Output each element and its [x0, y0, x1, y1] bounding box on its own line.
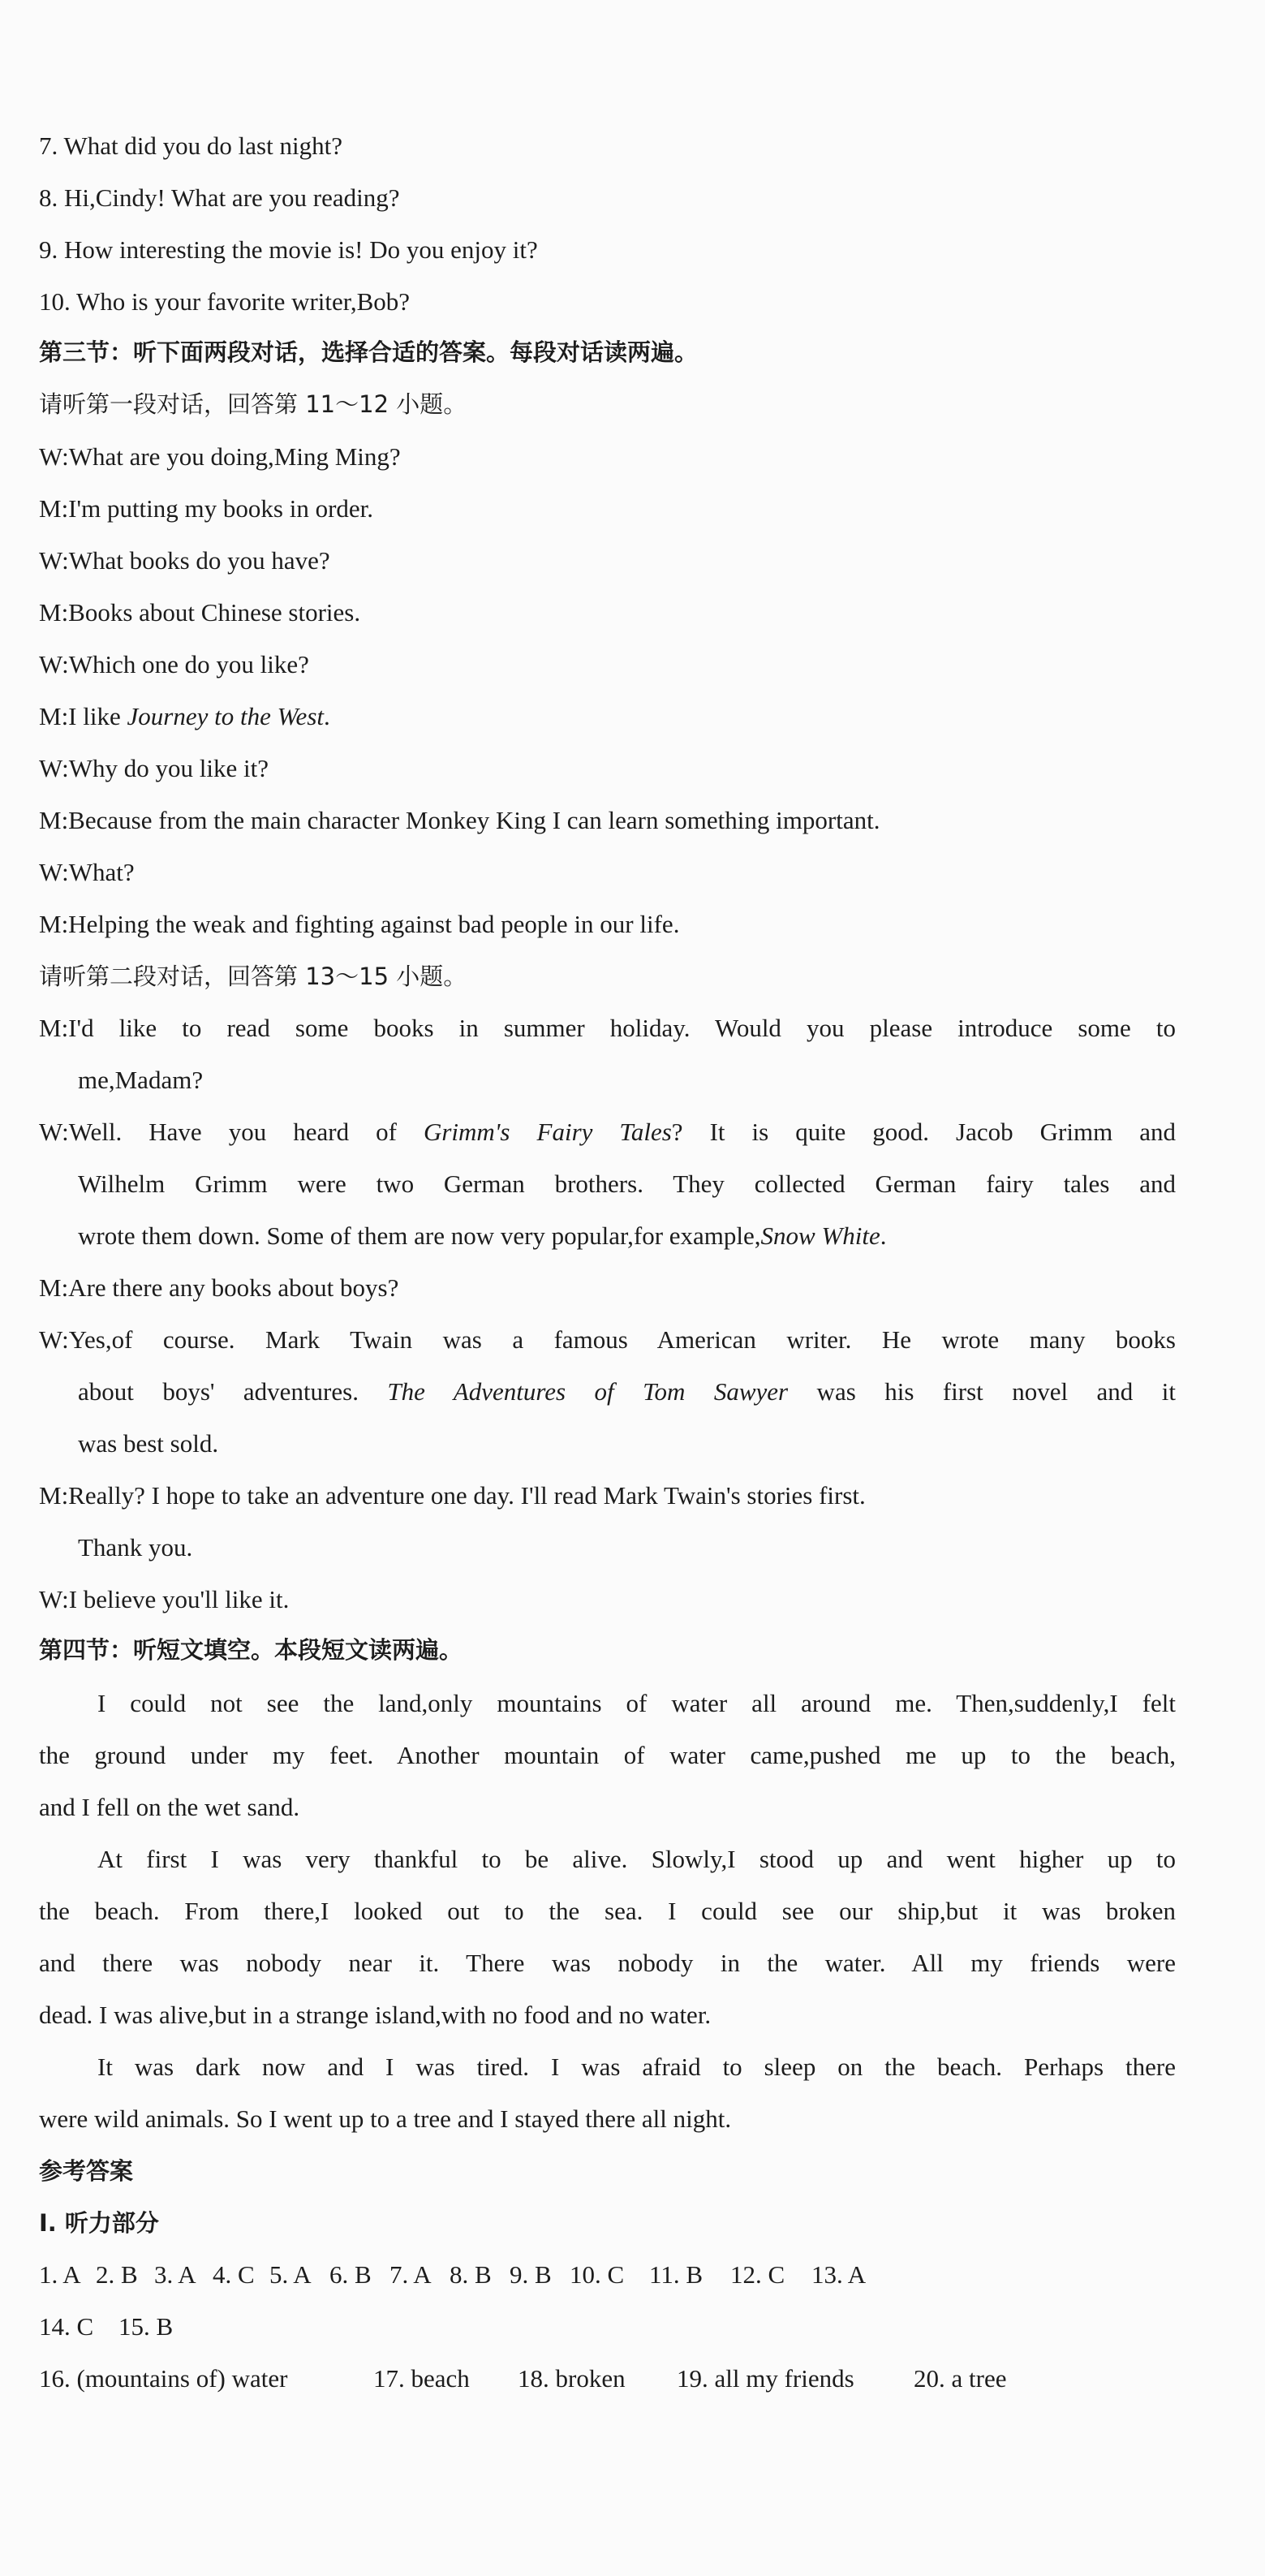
answer-item: 4. C — [213, 2260, 255, 2289]
answer-item: 11. B — [649, 2260, 703, 2289]
dialogue-text: was his first novel and it — [788, 1377, 1176, 1406]
dialogue2-line: M:I'd like to read some books in summer holiday. Would you please introduce some to — [39, 1014, 1176, 1042]
question-9: 9. How interesting the movie is! Do you enjoy it? — [39, 235, 538, 264]
dialogue2-instruction: 请听第二段对话，回答第 13～15 小题。 — [39, 963, 467, 990]
dialogue1-line: M:I'm putting my books in order. — [39, 494, 374, 523]
passage-line: At first I was very thankful to be alive. Slowly,I stood up and went higher up to — [97, 1845, 1176, 1873]
answer-item: 20. a tree — [914, 2364, 1007, 2393]
dialogue1-line: W:Why do you like it? — [39, 754, 269, 782]
dialogue2-line: M:Are there any books about boys? — [39, 1273, 399, 1302]
passage-line: and I fell on the wet sand. — [39, 1793, 300, 1821]
dialogue1-line: M:Helping the weak and fighting against bad people in our life. — [39, 910, 680, 938]
section3-heading: 第三节：听下面两段对话，选择合适的答案。每段对话读两遍。 — [39, 338, 699, 366]
answer-item: 6. B — [329, 2260, 372, 2289]
answer-item: 15. B — [118, 2312, 174, 2341]
question-8: 8. Hi,Cindy! What are you reading? — [39, 183, 400, 212]
passage-line: It was dark now and I was tired. I was afraid to sleep on the beach. Perhaps there — [97, 2053, 1176, 2081]
dialogue2-line: M:Really? I hope to take an adventure one day. I'll read Mark Twain's stories first. — [39, 1481, 866, 1510]
answers-row — [39, 2259, 1176, 2291]
dialogue-text: about boys' adventures. — [78, 1377, 388, 1406]
dialogue2-line: Thank you. — [78, 1533, 193, 1562]
dialogue-text: wrote them down. Some of them are now very popular,for example, — [78, 1221, 761, 1250]
passage-line: the beach. From there,I looked out to the sea. I could see our ship,but it was broken — [39, 1897, 1176, 1925]
answer-item: 8. B — [450, 2260, 492, 2289]
dialogue-text: ? It is quite good. Jacob Grimm and — [671, 1118, 1176, 1146]
answer-item: 17. beach — [373, 2364, 470, 2393]
dialogue1-line: W:What are you doing,Ming Ming? — [39, 442, 401, 471]
question-10: 10. Who is your favorite writer,Bob? — [39, 287, 411, 316]
book-title: Journey to the West — [127, 702, 324, 730]
answer-item: 19. all my friends — [677, 2364, 854, 2393]
answers-row — [39, 2363, 1176, 2395]
dialogue2-line: was best sold. — [78, 1429, 219, 1458]
dialogue2-line: W:Yes,of course. Mark Twain was a famous American writer. He wrote many books — [39, 1325, 1176, 1354]
passage-line: were wild animals. So I went up to a tree and I stayed there all night. — [39, 2104, 732, 2133]
answer-item: 16. (mountains of) water — [39, 2364, 288, 2393]
dialogue1-instruction: 请听第一段对话，回答第 11～12 小题。 — [39, 390, 467, 418]
answer-item: 2. B — [96, 2260, 138, 2289]
dialogue1-line: W:What books do you have? — [39, 546, 330, 575]
dialogue2-line — [39, 1116, 1176, 1148]
book-title: The Adventures of Tom Sawyer — [387, 1377, 789, 1406]
passage-line: and there was nobody near it. There was nobody in the water. All my friends were — [39, 1949, 1176, 1977]
dialogue2-line: W:I believe you'll like it. — [39, 1585, 290, 1613]
answer-item: 1. A — [39, 2260, 81, 2289]
dialogue1-line: M:Books about Chinese stories. — [39, 598, 361, 627]
book-title: Snow White — [760, 1221, 880, 1250]
answer-item: 14. C — [39, 2312, 94, 2341]
dialogue2-line — [78, 1220, 1176, 1252]
passage-line: dead. I was alive,but in a strange island,with no food and no water. — [39, 2001, 712, 2029]
answer-item: 7. A — [389, 2260, 432, 2289]
dialogue-text: M:I like — [39, 702, 127, 730]
dialogue1-line: W:What? — [39, 858, 135, 886]
answers-row — [39, 2311, 1176, 2343]
dialogue2-line: me,Madam? — [78, 1066, 204, 1094]
dialogue2-line — [78, 1376, 1176, 1408]
dialogue1-line: M:Because from the main character Monkey King I can learn something important. — [39, 806, 880, 834]
dialogue-text: W:Well. Have you heard of — [39, 1118, 424, 1146]
answer-item: 3. A — [154, 2260, 196, 2289]
dialogue1-line — [39, 700, 1176, 733]
dialogue-text: . — [880, 1221, 887, 1250]
answer-item: 13. A — [811, 2260, 867, 2289]
answer-item: 12. C — [730, 2260, 785, 2289]
passage-line: the ground under my feet. Another mountain of water came,pushed me up to the beach, — [39, 1741, 1176, 1769]
answers-part-title: Ⅰ. 听力部分 — [39, 2209, 159, 2237]
dialogue2-line: Wilhelm Grimm were two German brothers. They collected German fairy tales and — [78, 1170, 1176, 1198]
answer-item: 10. C — [570, 2260, 625, 2289]
book-title: Grimm's Fairy Tales — [423, 1118, 672, 1146]
answers-heading: 参考答案 — [39, 2157, 134, 2185]
passage-line: I could not see the land,only mountains of water all around me. Then,suddenly,I felt — [97, 1689, 1176, 1717]
question-7: 7. What did you do last night? — [39, 131, 342, 160]
section4-heading: 第四节：听短文填空。本段短文读两遍。 — [39, 1636, 463, 1664]
answer-item: 18. broken — [518, 2364, 626, 2393]
answer-item: 9. B — [510, 2260, 552, 2289]
dialogue1-line: W:Which one do you like? — [39, 650, 309, 678]
dialogue-text: . — [324, 702, 330, 730]
answer-item: 5. A — [269, 2260, 312, 2289]
